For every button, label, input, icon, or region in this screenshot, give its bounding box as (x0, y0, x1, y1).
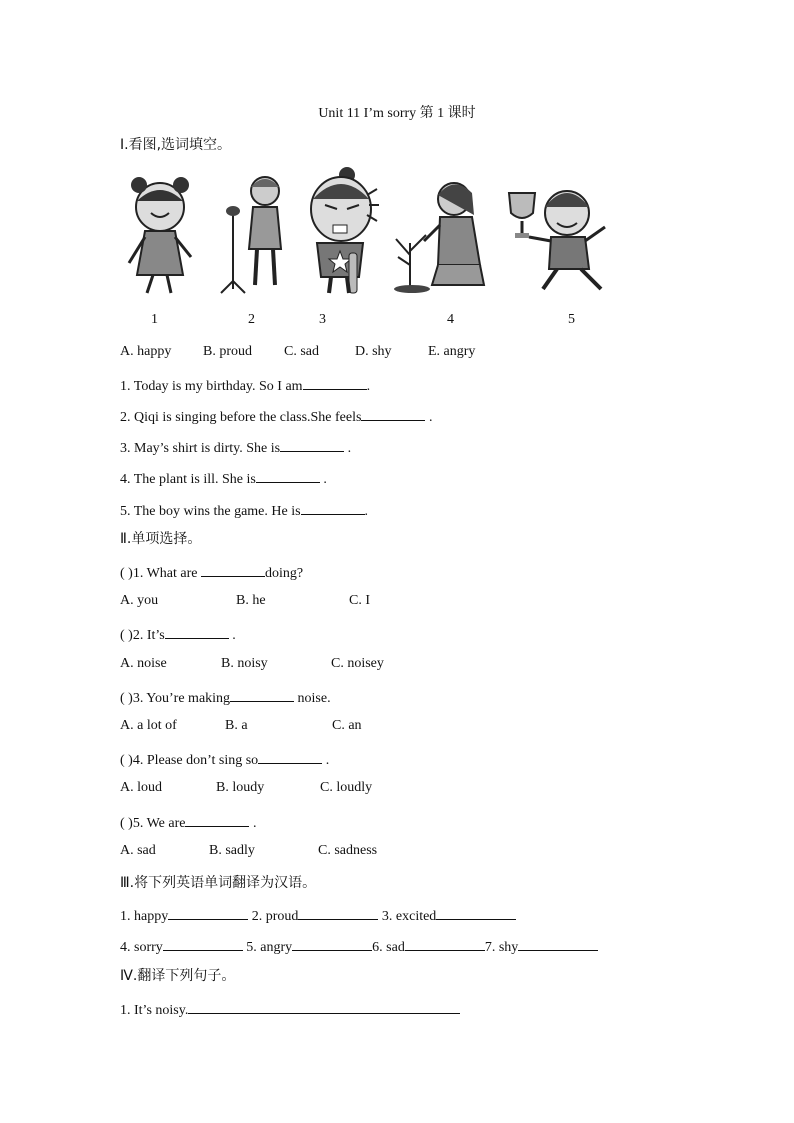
question-text: 4. The plant is ill. She is (120, 472, 256, 487)
question-end: . (425, 410, 433, 425)
answer-blank[interactable] (361, 406, 425, 421)
choice-option: B. he (236, 593, 266, 608)
choice-option: A. noise (120, 656, 167, 671)
question-end: . (249, 816, 257, 831)
fill-question-3 (120, 437, 351, 458)
question-end: noise. (294, 691, 331, 706)
choice-option: C. an (332, 718, 362, 733)
translate-sentence-1 (120, 999, 460, 1020)
word-prompt: 4. sorry (120, 940, 163, 955)
question-text: 1. Today is my birthday. So I am (120, 379, 303, 394)
question-text: 5. The boy wins the game. He is (120, 504, 301, 519)
section3-heading: Ⅲ.将下列英语单词翻译为汉语。 (120, 875, 317, 891)
answer-blank[interactable] (518, 936, 598, 951)
word-prompt: 2. proud (251, 909, 299, 924)
choice-option: B. loudy (216, 780, 265, 795)
answer-blank[interactable] (230, 687, 294, 702)
picture-number-1: 1 (151, 312, 158, 327)
word-option: B. proud (203, 344, 252, 359)
answer-blank[interactable] (201, 562, 265, 577)
sentence-prompt: 1. It’s noisy. (120, 1003, 189, 1018)
word-prompt: 5. angry (246, 940, 293, 955)
choice-option: A. a lot of (120, 718, 177, 733)
fill-question-1 (120, 375, 370, 396)
choice-option: C. noisey (331, 656, 384, 671)
fill-question-4 (120, 468, 327, 489)
word-option: E. angry (428, 344, 476, 359)
question-text: 2. Qiqi is singing before the class.She feels (120, 410, 362, 425)
choice-option: C. loudly (320, 780, 373, 795)
answer-blank[interactable] (188, 999, 460, 1014)
word-option: C. sad (284, 344, 319, 359)
choice-option: A. sad (120, 843, 156, 858)
answer-blank[interactable] (298, 905, 378, 920)
question-end: . (364, 504, 369, 519)
question-end: . (322, 753, 330, 768)
picture-number-2: 2 (248, 312, 255, 327)
picture-number-4: 4 (447, 312, 454, 327)
section2-heading: Ⅱ.单项选择。 (120, 531, 202, 547)
question-text: ( )1. What are (120, 566, 201, 581)
question-end: . (319, 472, 327, 487)
answer-blank[interactable] (436, 905, 516, 920)
word-prompt: 1. happy (120, 909, 169, 924)
answer-blank[interactable] (280, 437, 344, 452)
answer-blank[interactable] (258, 749, 322, 764)
section4-heading: Ⅳ.翻译下列句子。 (120, 968, 236, 984)
word-option: A. happy (120, 344, 172, 359)
singer-shy-picture (215, 165, 290, 297)
question-text: ( )4. Please don’t sing so (120, 753, 259, 768)
choice-option: A. you (120, 593, 159, 608)
translate-words-row-1 (120, 905, 516, 926)
question-end: . (344, 441, 352, 456)
word-option: D. shy (355, 344, 392, 359)
word-prompt: 7. shy (484, 940, 519, 955)
answer-blank[interactable] (256, 468, 320, 483)
question-text: ( )2. It’s (120, 628, 165, 643)
question-end: . (228, 628, 236, 643)
choice-option: C. sadness (318, 843, 378, 858)
answer-blank[interactable] (185, 812, 249, 827)
choice-question-3 (120, 687, 331, 708)
word-prompt: 6. sad (372, 940, 405, 955)
translate-words-row-2 (120, 936, 598, 957)
fill-question-2 (120, 406, 432, 427)
choice-option: B. sadly (209, 843, 255, 858)
girl-sad-plant-picture (388, 165, 498, 297)
picture-number-5: 5 (568, 312, 575, 327)
answer-blank[interactable] (165, 624, 229, 639)
fill-question-5 (120, 500, 368, 521)
choice-option: C. I (349, 593, 370, 608)
picture-number-3: 3 (319, 312, 326, 327)
question-text: 3. May’s shirt is dirty. She is (120, 441, 281, 456)
answer-blank[interactable] (168, 905, 248, 920)
choice-question-1 (120, 562, 303, 583)
choice-question-2 (120, 624, 236, 645)
answer-blank[interactable] (405, 936, 485, 951)
page-title: Unit 11 I’m sorry 第 1 课时 (318, 106, 476, 121)
section1-heading: Ⅰ.看图,选词填空。 (120, 137, 232, 153)
question-text: ( )5. We are (120, 816, 186, 831)
boy-proud-trophy-picture (505, 165, 615, 297)
answer-blank[interactable] (163, 936, 243, 951)
girl-happy-picture (125, 165, 195, 297)
question-end: doing? (264, 566, 304, 581)
choice-question-5 (120, 812, 256, 833)
choice-option: A. loud (120, 780, 162, 795)
question-end: . (366, 379, 371, 394)
word-prompt: 3. excited (381, 909, 437, 924)
choice-question-4 (120, 749, 329, 770)
choice-option: B. noisy (221, 656, 268, 671)
girl-angry-picture (297, 165, 379, 297)
answer-blank[interactable] (303, 375, 367, 390)
answer-blank[interactable] (301, 500, 365, 515)
choice-option: B. a (225, 718, 248, 733)
answer-blank[interactable] (292, 936, 372, 951)
question-text: ( )3. You’re making (120, 691, 231, 706)
